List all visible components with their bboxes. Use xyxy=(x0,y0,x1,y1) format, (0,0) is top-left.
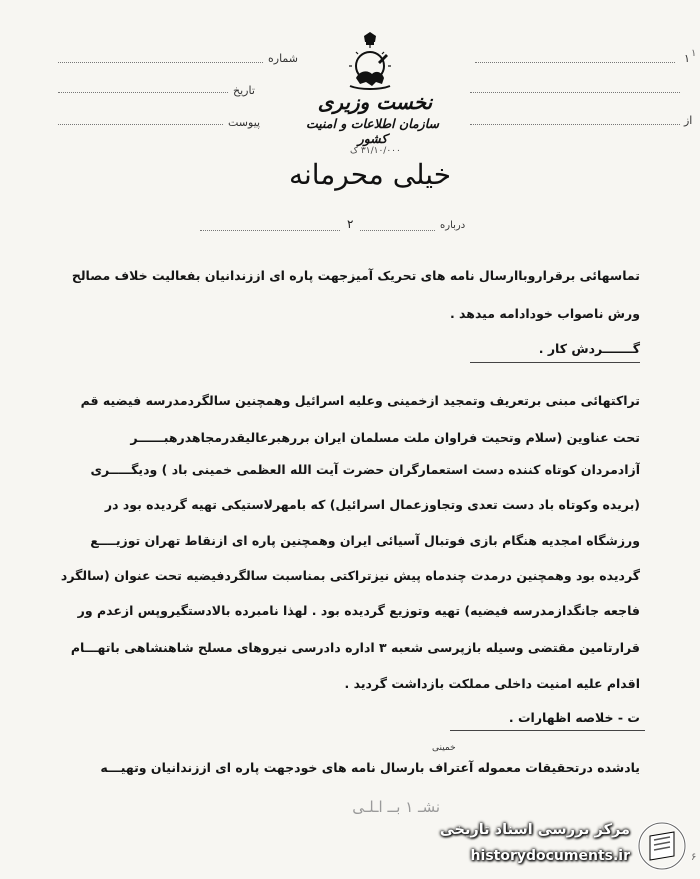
handwritten-insert: خمینی xyxy=(432,743,456,753)
number-field-line xyxy=(58,62,263,63)
section-1-heading: گـــــــردش کار . xyxy=(538,341,640,356)
date-label: تاریخ xyxy=(233,84,255,97)
watermark-url: historydocuments.ir xyxy=(470,848,630,864)
body-line-2: تحت عناوین (سلام وتحیت فراوان ملت مسلمان ایران بررهبرعالیقدرمجاهدرهبــــــر xyxy=(130,430,640,445)
faint-text-line: نشـ ۱ بــ اـلـی xyxy=(352,798,440,816)
watermark-title: مرکز بررسی اسناد تاریخی xyxy=(439,822,630,838)
body-line-3: آزادمردان کوتاه کننده دست استعمارگران حضرت آیت الله العظمی خمینی باد ) ودیگـــــری xyxy=(90,462,640,477)
watermark xyxy=(418,814,696,876)
body-line-8: قرارتامین مقتضی وسیله بازپرسی شعبه ۳ اداره دادرسی نیروهای مسلح شاهنشاهی باتهـــام xyxy=(70,640,640,655)
handwritten-note: ۳۱/۱۰/۰۰۰ ک xyxy=(350,146,401,156)
lion-and-sun-emblem-icon xyxy=(342,32,398,94)
statement-line-1: یادشده درتحقیقات معموله آعتراف بارسال نامه های خودجهت پاره ای اززندانیان وتهیـــه xyxy=(100,760,640,775)
attachment-label: پیوست xyxy=(228,116,261,129)
subject-label: درباره xyxy=(440,220,466,231)
organization-title: نخست وزیری xyxy=(317,90,433,114)
subject-number: ۲ xyxy=(347,217,354,231)
body-line-7: فاجعه جانگدازمدرسه فیضیه) تهیه وتوزیع گردیده بود . لهذا نامبرده بالادستگیروپس ازعدم ور xyxy=(77,603,640,618)
section-1-underline xyxy=(470,362,640,363)
archive-logo-icon xyxy=(636,820,688,872)
margin-number-top: ۱ xyxy=(691,48,697,59)
left-field-line-2 xyxy=(470,92,680,93)
classification-stamp: خیلی محرمانه xyxy=(288,158,452,191)
organization-subtitle: سازمان اطلاعات و امنیت کشور xyxy=(306,116,439,146)
section-2-underline xyxy=(450,730,645,731)
section-2-heading: ت - خلاصه اظهارات . xyxy=(508,710,640,725)
body-line-6: گردیده بود وهمچنین درمدت چندماه پیش نیزتراکتی بمناسبت سالگردفیضیه تحت عنوان (سالگرد xyxy=(60,568,640,583)
intro-line-2: ورش ناصواب خودادامه میدهد . xyxy=(449,306,640,321)
left-field-line-1 xyxy=(475,62,675,63)
margin-number-bottom: ۶ xyxy=(691,852,697,863)
body-line-1: تراکتهائی مبنی برتعریف وتمجید ازخمینی وعلیه اسرائیل وهمچنین سالگردمدرسه فیضیه قم xyxy=(80,393,640,408)
body-line-4: (بریده وکوتاه باد دست تعدی وتجاوزعمال اسرائیل) که بامهرلاستیکی تهیه گردیده بود در xyxy=(104,497,640,512)
date-field-line xyxy=(58,92,228,93)
body-line-9: اقدام علیه امنیت داخلی مملکت بازداشت گردید . xyxy=(344,676,640,691)
subject-line-left xyxy=(200,230,340,231)
number-label: شماره xyxy=(268,52,299,65)
left-fragment-2: از xyxy=(684,114,693,127)
body-line-5: ورزشگاه امجدیه هنگام بازی فوتبال آسیائی ایران وهمچنین پاره ای ازنقاط تهران توزیــــع xyxy=(90,533,640,548)
left-fragment-1: ۱ xyxy=(684,52,690,65)
left-field-line-3 xyxy=(470,124,680,125)
attachment-field-line xyxy=(58,124,223,125)
intro-line-1: تماسهائی برقراروباارسال نامه های تحریک آمیزجهت پاره ای اززندانیان بفعالیت خلاف مصالح xyxy=(71,268,640,283)
subject-line-right xyxy=(360,230,435,231)
